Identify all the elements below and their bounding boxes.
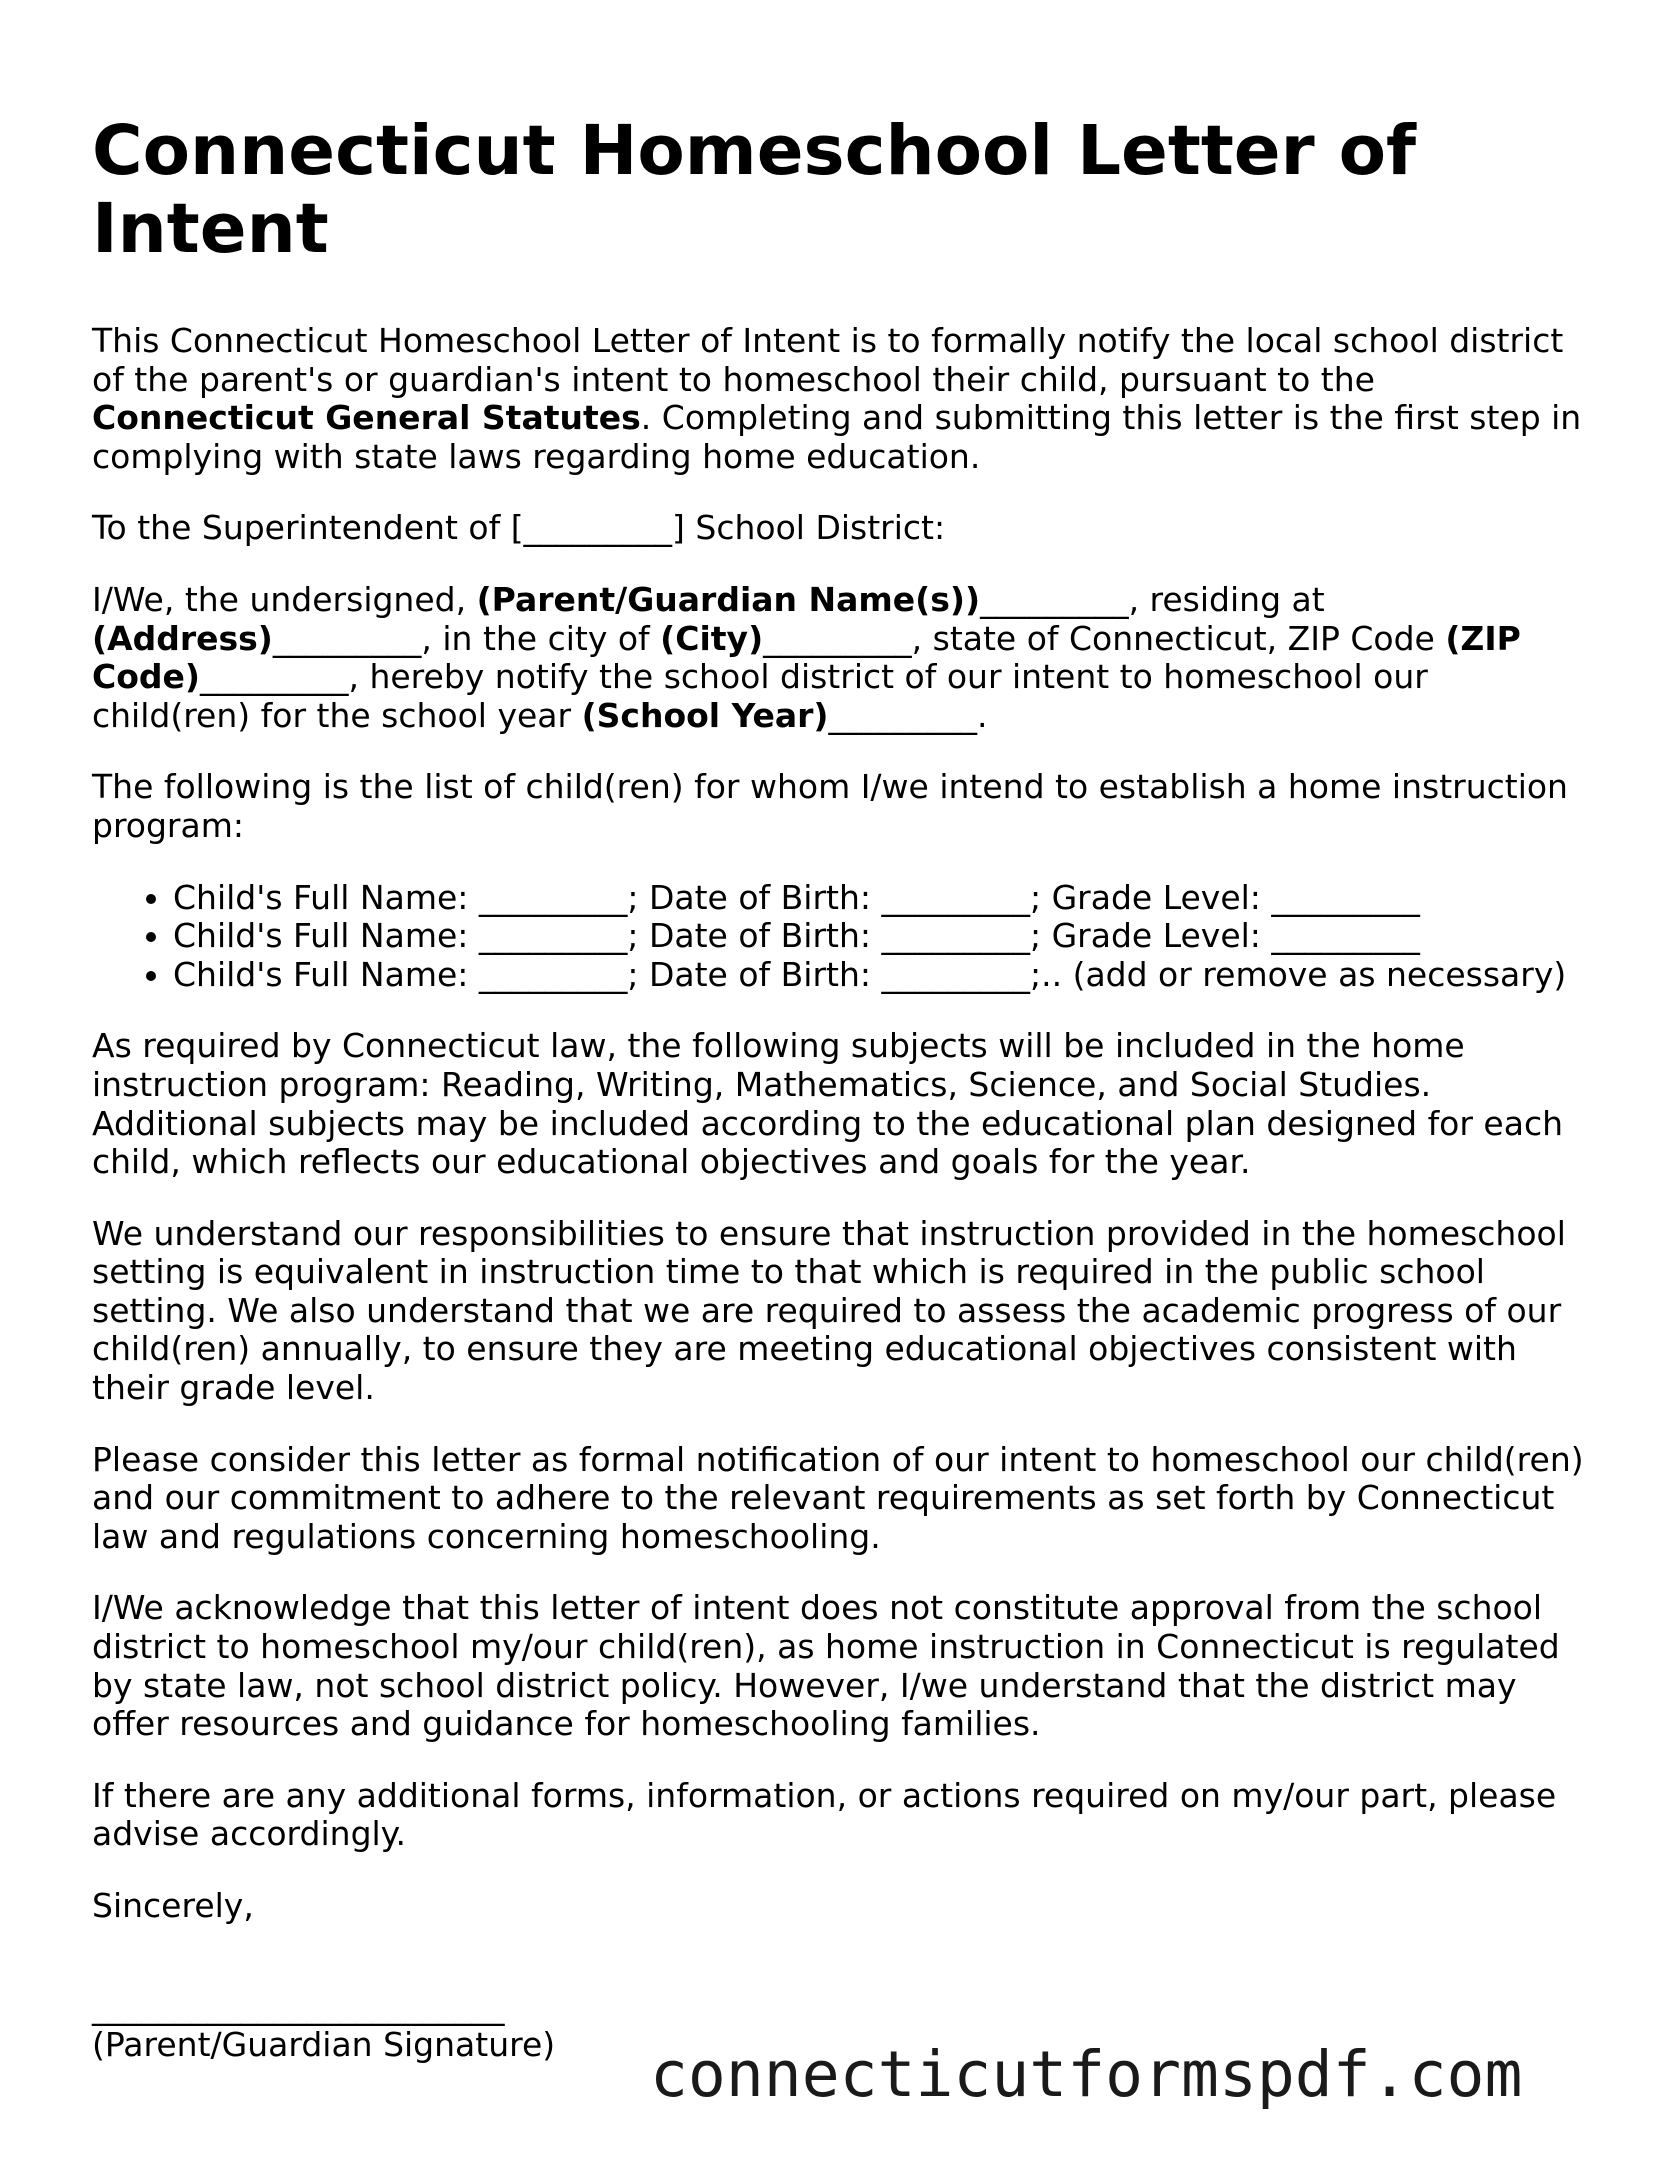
letter-page (92, 112, 1592, 2065)
intro-paragraph (92, 322, 1592, 476)
city-label: (City) (660, 618, 764, 658)
intro-text-2: . Completing and submitting this letter is the first step in complying with state laws regarding home education. (92, 398, 1582, 476)
watermark: connecticutformspdf.com (650, 2038, 1523, 2111)
notification-paragraph: Please consider this letter as formal notification of our intent to homeschool our child(ren) and our commitment to adhere to the relevant requirements as set forth by Connecticut law and regulations concerning homeschooling. (92, 1439, 1584, 1556)
salutation: To the Superintendent of [_________] School District: (92, 508, 946, 548)
declaration-text: _________. (828, 695, 988, 735)
declaration-text: _________, in the city of (272, 618, 661, 658)
list-item: • Child's Full Name: _________; Date of Birth: _________; Grade Level: _________ (173, 879, 1592, 918)
signature-line: _________________________ (92, 1986, 505, 2026)
declaration-text: _________, residing at (980, 579, 1325, 619)
signature-label: (Parent/Guardian Signature) (92, 2025, 556, 2065)
acknowledge-paragraph: I/We acknowledge that this letter of intent does not constitute approval from the school district to homeschool my/our child(ren), as home instruction in Connecticut is regulated by state law, not school district policy. However, I/we understand that the district may offer resources and guidance for homeschooling families. (92, 1588, 1560, 1744)
page-title: Connecticut Homeschool Letter of Intent (92, 111, 1417, 269)
list-item: • Child's Full Name: _________; Date of Birth: _________;.. (add or remove as necessary) (173, 956, 1592, 995)
declaration-text: _________, state of Connecticut, ZIP Code (763, 618, 1446, 658)
declaration-text: I/We, the undersigned, (92, 579, 477, 619)
list-item: • Child's Full Name: _________; Date of Birth: _________; Grade Level: _________ (173, 917, 1592, 956)
children-list (92, 879, 1592, 995)
declaration-paragraph (92, 581, 1592, 735)
intro-text-1: This Connecticut Homeschool Letter of Intent is to formally notify the local school district of the parent's or guardian's intent to homeschool their child, pursuant to the (92, 321, 1564, 399)
address-label: (Address) (92, 618, 273, 658)
additional-paragraph: If there are any additional forms, information, or actions required on my/our part, please advise accordingly. (92, 1775, 1557, 1854)
subjects-paragraph: As required by Connecticut law, the following subjects will be included in the home instruction program: Reading, Writing, Mathematics, Science, and Social Studies. Additional subjects may be included according to the educational plan designed for each child, which reflects our educational objectives and goals for the year. (92, 1026, 1564, 1182)
zip-label: (ZIP Code) (92, 618, 1521, 697)
intro-statutes: Connecticut General Statutes (92, 398, 641, 438)
closing: Sincerely, (92, 1886, 254, 1925)
school-year-label: (School Year) (581, 695, 829, 735)
parent-name-label: (Parent/Guardian Name(s)) (476, 579, 981, 619)
children-list-intro: The following is the list of child(ren) for whom I/we intend to establish a home instruction program: (92, 767, 1568, 845)
declaration-text: _________, hereby notify the school district of our intent to homeschool our child(ren) for the school year (92, 657, 1428, 735)
responsibilities-paragraph: We understand our responsibilities to ensure that instruction provided in the homeschool setting is equivalent in instruction time to that which is required in the public school setting. We also understand that we are required to assess the academic progress of our child(ren) annually, to ensure they are meeting educational objectives consistent with their grade level. (92, 1213, 1566, 1408)
